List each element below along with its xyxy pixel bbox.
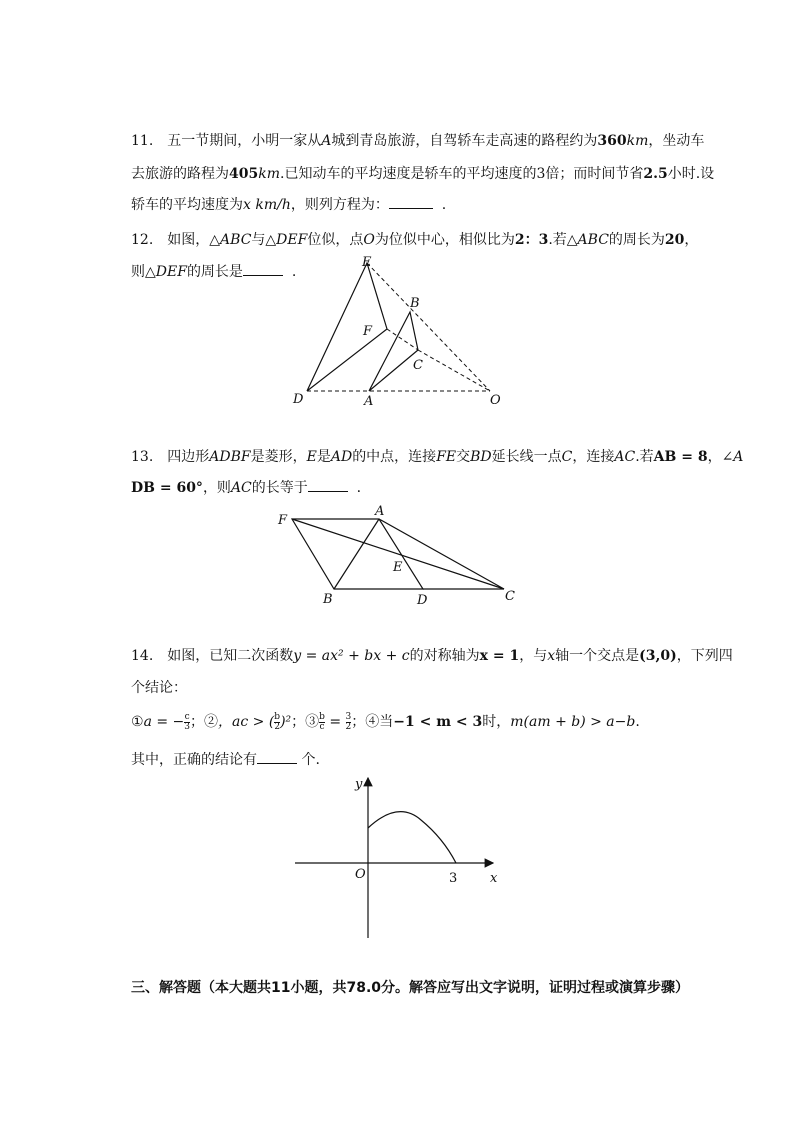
label-a: A: [364, 394, 374, 409]
q13-line1: 13. 四边形ADBF是菱形，E是AD的中点，连接FE交BD延长线一点C，连接AC.若AB = 8，∠A: [131, 449, 744, 465]
label-three: 3: [449, 871, 458, 886]
label-f: F: [363, 324, 373, 339]
label-y: y: [355, 777, 363, 792]
q12-figure: [280, 252, 520, 412]
section-title: 三、解答题（本大题共11小题，共78.0分。解答应写出文字说明，证明过程或演算步骤）: [131, 980, 690, 996]
fraction: $\frac{3}{2}$: [345, 711, 352, 732]
triangle-def-outline: [307, 263, 387, 391]
ray-c-o: [418, 350, 490, 391]
label-c: C: [413, 358, 423, 373]
label-d: D: [293, 392, 304, 407]
answer-blank[interactable]: [308, 491, 348, 492]
label-c: C: [505, 589, 515, 604]
q11-line3: 轿车的平均速度为x km/h，则列方程为： .: [131, 197, 447, 213]
label-x: x: [490, 871, 498, 886]
label-o: O: [490, 393, 501, 408]
q12-line2: 则△DEF的周长是 .: [131, 264, 297, 280]
q14-line4: 其中，正确的结论有 个.: [131, 752, 320, 768]
ray-e-o: [367, 263, 490, 391]
rhombus-adbf: [292, 519, 423, 589]
label-o: O: [355, 867, 366, 882]
q11-line2: 去旅游的路程为405km.已知动车的平均速度是轿车的平均速度的3倍；而时间节省2.5小时.设: [131, 166, 715, 182]
triangle-abc-outline: [369, 312, 418, 391]
q11-line1: 11. 五一节期间，小明一家从A城到青岛旅游，自驾轿车走高速的路程约为360km，坐动车: [131, 133, 705, 149]
q14-graph: [285, 770, 510, 942]
q14-conclusions: ①a = − $\frac{c}{3}$ ；②，ac > ( $\frac{b}{2}$ )²；③ $\frac{b}{c}$ = $\frac{3}{2}$ ；④当−1 < m < 3时，m(am + b) > a−b.: [131, 711, 640, 732]
label-b: B: [323, 592, 333, 607]
fraction: $\frac{b}{2}$: [274, 711, 281, 732]
parabola-curve: [368, 812, 456, 863]
label-a: A: [375, 504, 385, 519]
answer-blank[interactable]: [243, 275, 283, 276]
q13-figure: [270, 503, 530, 608]
answer-blank[interactable]: [389, 208, 433, 209]
q14-line1: 14. 如图，已知二次函数y = ax² + bx + c的对称轴为x = 1，与x轴一个交点是(3,0)，下列四: [131, 648, 733, 664]
fraction: $\frac{b}{c}$: [319, 711, 325, 732]
q13-line2: DB = 60°，则AC的长等于 .: [131, 480, 362, 496]
q12-line1: 12. 如图，△ABC与△DEF位似，点O为位似中心，相似比为2：3.若△ABC的周长为20，: [131, 232, 699, 248]
line-a-b: [334, 519, 379, 589]
label-b: B: [410, 296, 420, 311]
label-d: D: [417, 593, 428, 608]
label-e: E: [393, 560, 403, 575]
fraction: $\frac{c}{3}$: [184, 711, 191, 732]
label-f: F: [278, 513, 288, 528]
label-e: E: [362, 255, 372, 270]
q14-line2: 个结论：: [131, 680, 187, 696]
answer-blank[interactable]: [257, 763, 297, 764]
